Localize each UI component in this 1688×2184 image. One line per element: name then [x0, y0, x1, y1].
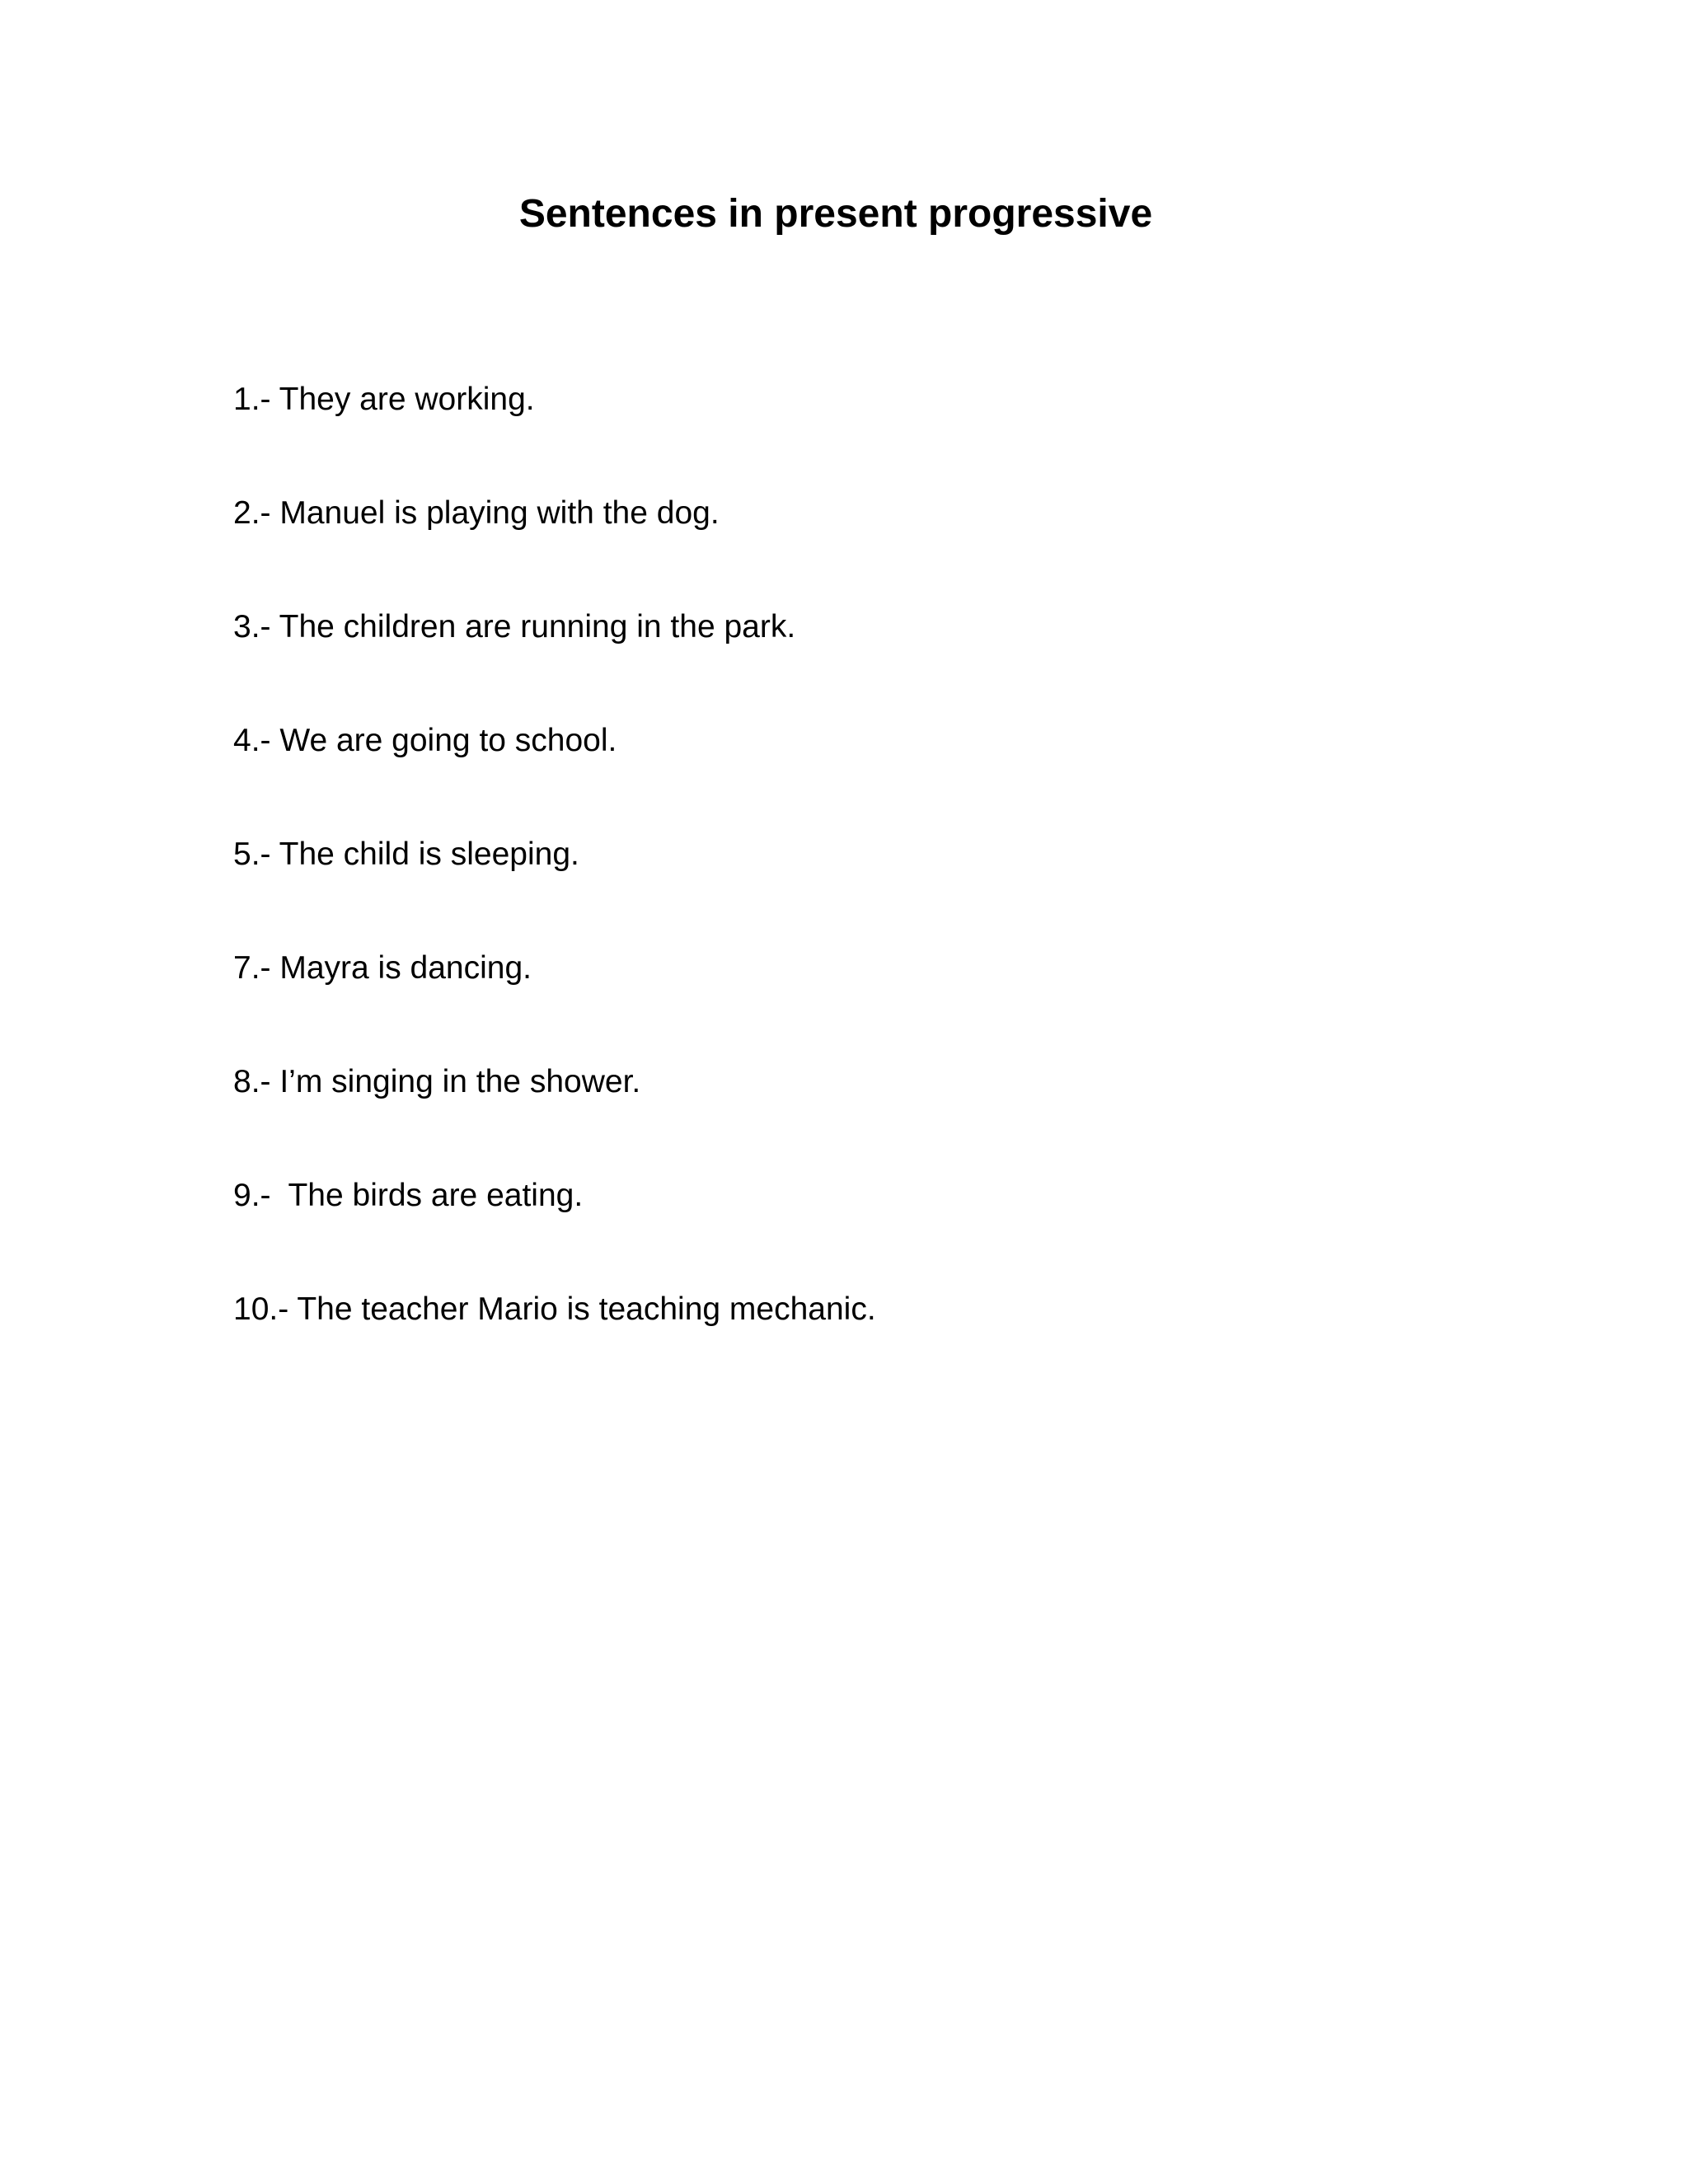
sentence-list	[233, 379, 876, 1403]
sentence-item: 8.- I’m singing in the shower.	[233, 1064, 641, 1099]
sentence-item: 9.- The birds are eating.	[233, 1178, 584, 1213]
sentence-item: 1.- They are working.	[233, 382, 535, 417]
page-title: Sentences in present progressive	[518, 192, 1153, 236]
sentence-item: 3.- The children are running in the park.	[233, 609, 796, 644]
sentence-item: 5.- The child is sleeping.	[233, 837, 579, 872]
sentence-item: 2.- Manuel is playing with the dog.	[233, 495, 720, 531]
sentence-item: 7.- Mayra is dancing.	[233, 950, 532, 986]
sentence-item: 10.- The teacher Mario is teaching mechanic.	[233, 1291, 876, 1327]
sentence-item: 4.- We are going to school.	[233, 723, 617, 758]
